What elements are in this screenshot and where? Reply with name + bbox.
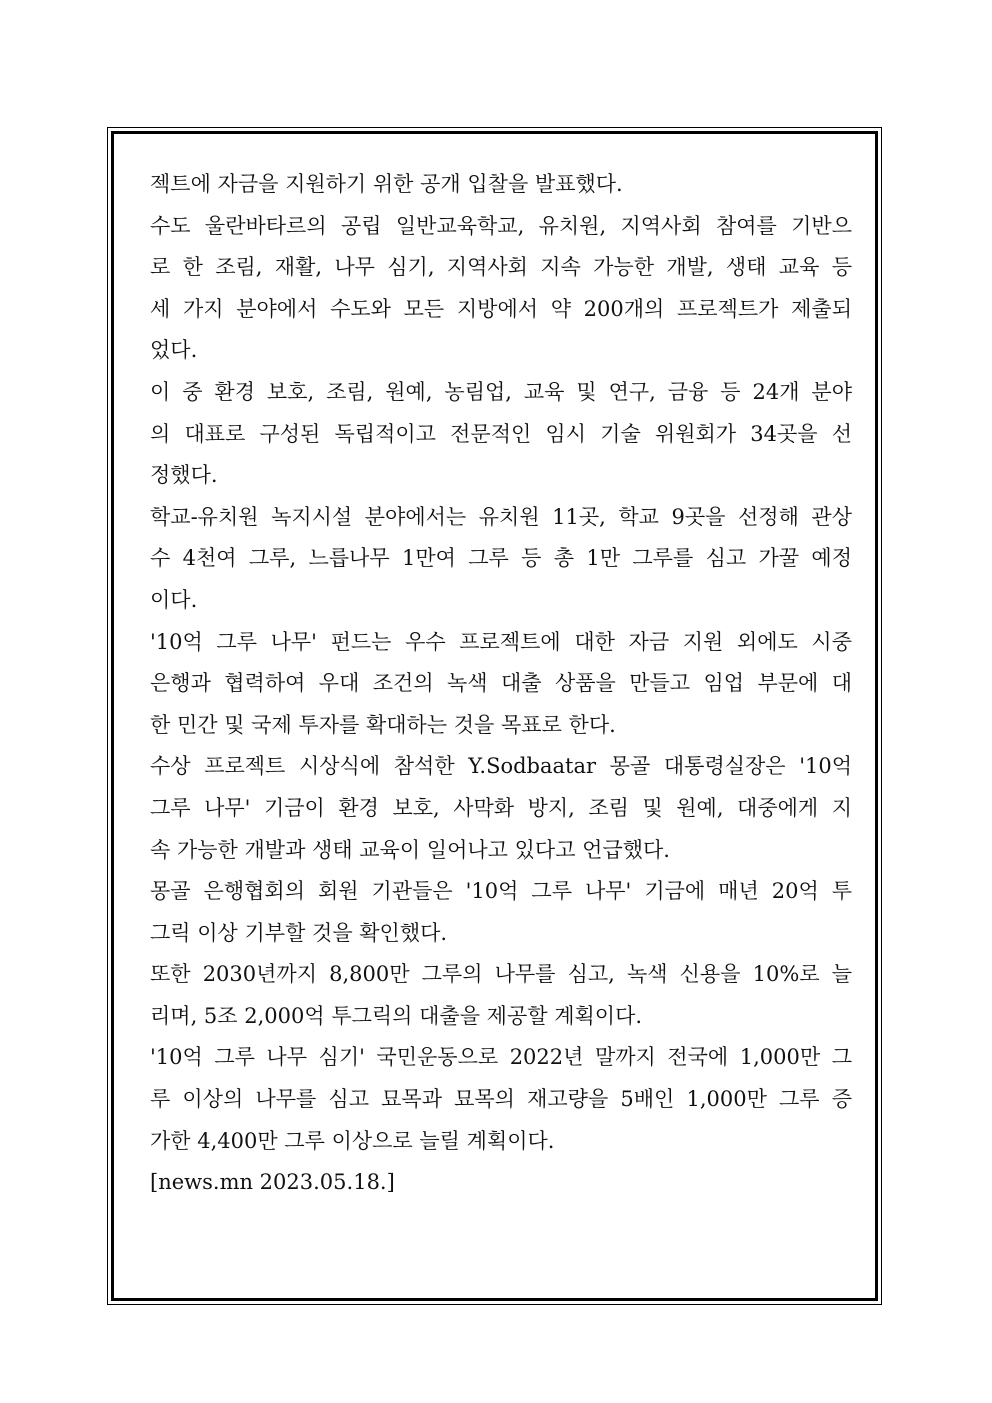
text-line: 이 중 환경 보호, 조림, 원예, 농림업, 교육 및 연구, 금융 등 24개 분야	[150, 379, 852, 404]
text-line: 리며, 5조 2,000억 투그릭의 대출을 제공할 계획이다.	[150, 1003, 643, 1028]
paragraph	[150, 746, 852, 871]
text-line: 속 가능한 개발과 생태 교육이 일어나고 있다고 언급했다.	[150, 837, 670, 862]
text-line: 몽골 은행협회의 회원 기관들은 '10억 그루 나무' 기금에 매년 20억 투	[150, 879, 852, 904]
paragraph	[150, 622, 852, 747]
paragraph	[150, 1162, 852, 1204]
text-line: 었다.	[150, 338, 198, 363]
text-line: [news.mn 2023.05.18.]	[150, 1170, 395, 1195]
text-line: '10억 그루 나무 심기' 국민운동으로 2022년 말까지 전국에 1,000만 그	[150, 1045, 852, 1070]
paragraph	[150, 206, 852, 372]
page-border	[107, 127, 882, 1305]
text-line: 학교-유치원 녹지시설 분야에서는 유치원 11곳, 학교 9곳을 선정해 관상	[150, 504, 852, 529]
text-line: 로 한 조림, 재활, 나무 심기, 지역사회 지속 가능한 개발, 생태 교육 등	[150, 255, 852, 280]
text-line: 의 대표로 구성된 독립적이고 전문적인 임시 기술 위원회가 34곳을 선	[150, 421, 852, 446]
text-line: 수상 프로젝트 시상식에 참석한 Y.Sodbaatar 몽골 대통령실장은 '10억	[150, 754, 852, 779]
paragraph	[150, 164, 852, 206]
text-line: 그릭 이상 기부할 것을 확인했다.	[150, 920, 448, 945]
text-line: 한 민간 및 국제 투자를 확대하는 것을 목표로 한다.	[150, 712, 616, 737]
text-line: '10억 그루 나무' 펀드는 우수 프로젝트에 대한 자금 지원 외에도 시중	[150, 629, 852, 654]
text-line: 이다.	[150, 587, 198, 612]
text-line: 은행과 협력하여 우대 조건의 녹색 대출 상품을 만들고 임업 부문에 대	[150, 671, 852, 696]
document-body	[150, 164, 852, 1204]
text-line: 정했다.	[150, 463, 218, 488]
text-line: 가한 4,400만 그루 이상으로 늘릴 계획이다.	[150, 1128, 555, 1153]
text-line: 수 4천여 그루, 느릅나무 1만여 그루 등 총 1만 그루를 심고 가꿀 예정	[150, 546, 852, 571]
text-line: 세 가지 분야에서 수도와 모든 지방에서 약 200개의 프로젝트가 제출되	[150, 296, 852, 321]
paragraph	[150, 871, 852, 954]
text-line: 그루 나무' 기금이 환경 보호, 사막화 방지, 조림 및 원예, 대중에게 지	[150, 795, 852, 820]
paragraph	[150, 497, 852, 622]
text-line: 또한 2030년까지 8,800만 그루의 나무를 심고, 녹색 신용을 10%로 늘	[150, 962, 852, 987]
page-border-inner	[111, 131, 878, 1301]
text-line: 루 이상의 나무를 심고 묘목과 묘목의 재고량을 5배인 1,000만 그루 증	[150, 1087, 852, 1112]
paragraph	[150, 372, 852, 497]
paragraph	[150, 954, 852, 1037]
text-line: 젝트에 자금을 지원하기 위한 공개 입찰을 발표했다.	[150, 172, 623, 196]
text-line: 수도 울란바타르의 공립 일반교육학교, 유치원, 지역사회 참여를 기반으	[150, 213, 852, 238]
paragraph	[150, 1037, 852, 1162]
